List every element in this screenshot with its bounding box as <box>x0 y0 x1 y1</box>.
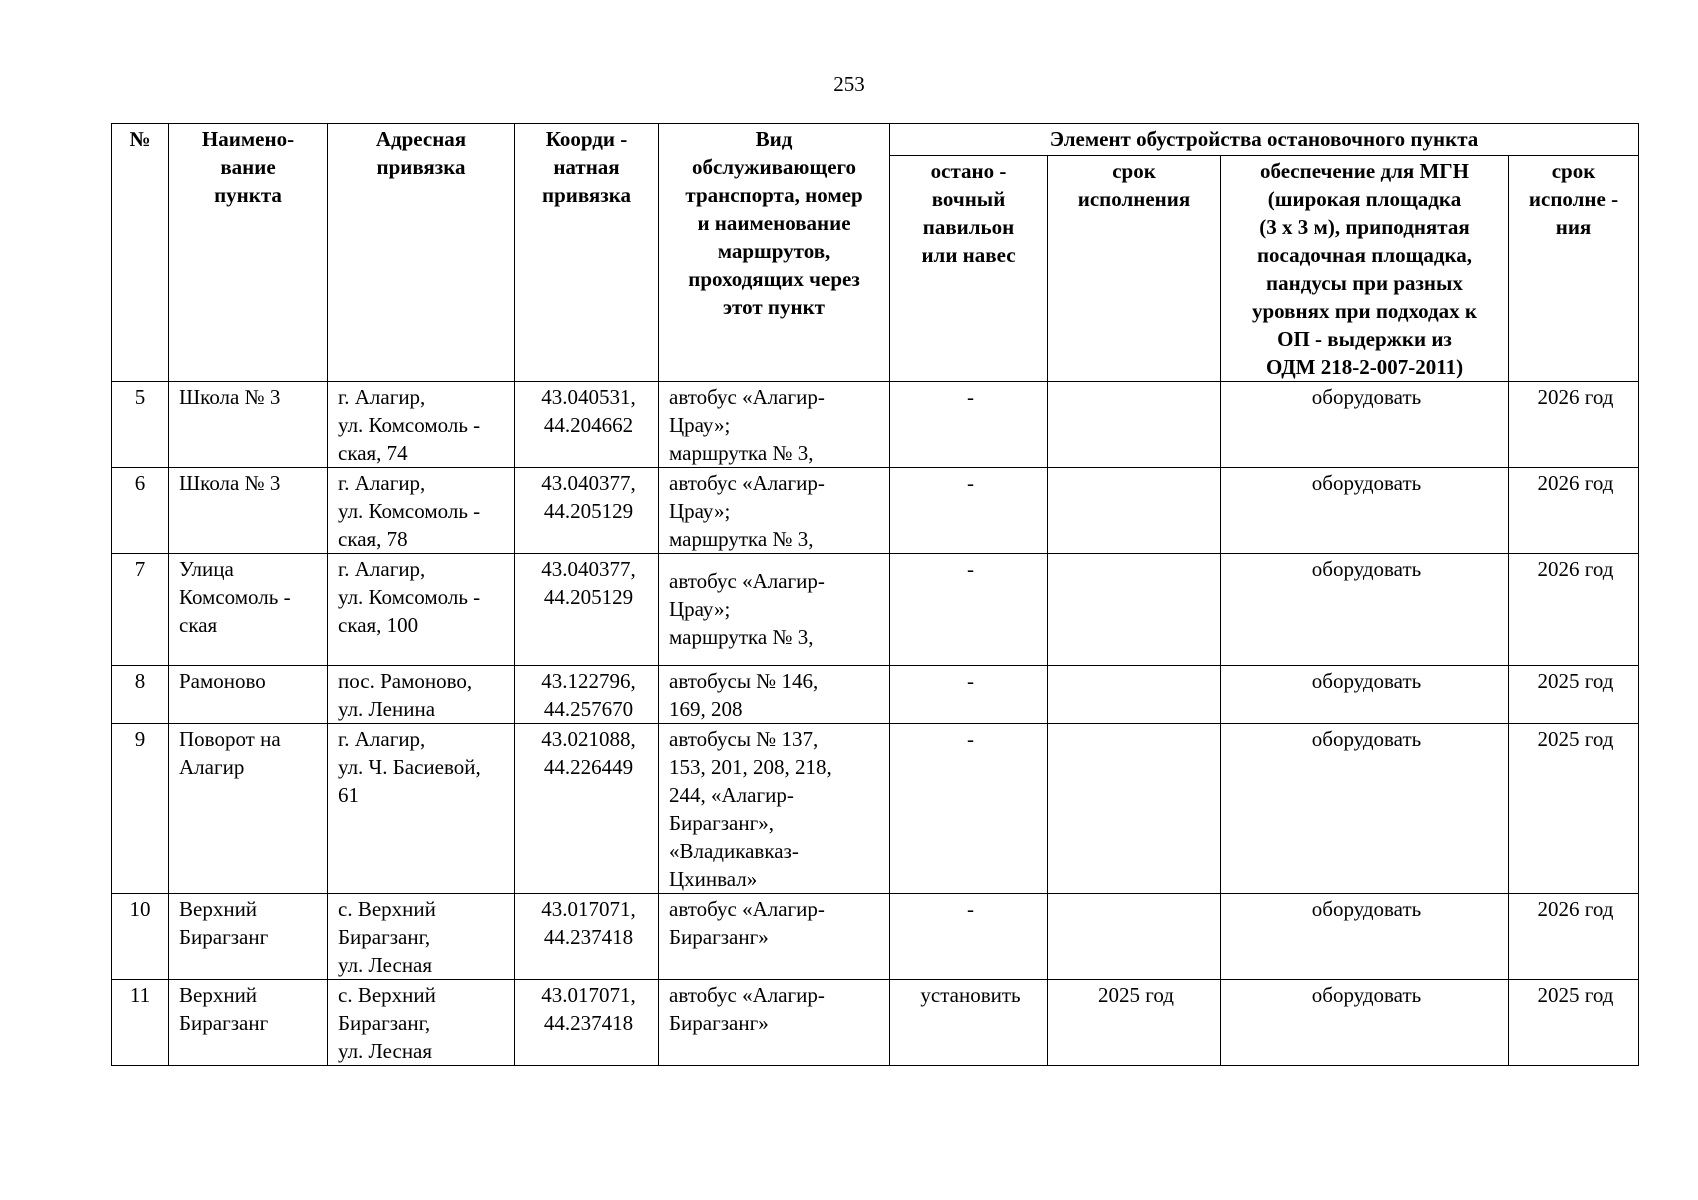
cell-coords: 43.040531, 44.204662 <box>515 382 659 468</box>
cell-num: 6 <box>112 468 169 554</box>
cell-term1 <box>1048 554 1221 666</box>
cell-transport: автобусы № 146, 169, 208 <box>659 666 890 724</box>
cell-term2: 2026 год <box>1509 894 1639 980</box>
cell-name: Верхний Бирагзанг <box>169 980 328 1066</box>
header-num: № <box>112 124 169 382</box>
header-transport: Вид обслуживающего транспорта, номер и наименование маршрутов, проходящих через этот пункт <box>659 124 890 382</box>
table-row <box>112 980 1639 1066</box>
cell-num: 10 <box>112 894 169 980</box>
cell-term2: 2025 год <box>1509 666 1639 724</box>
header-address: Адресная привязка <box>328 124 515 382</box>
cell-num: 5 <box>112 382 169 468</box>
cell-num: 9 <box>112 724 169 894</box>
cell-num: 8 <box>112 666 169 724</box>
cell-pavilion: - <box>890 724 1048 894</box>
page-number: 253 <box>833 72 865 96</box>
cell-term2: 2026 год <box>1509 554 1639 666</box>
cell-term2: 2026 год <box>1509 382 1639 468</box>
cell-mgn: оборудовать <box>1221 382 1509 468</box>
cell-name: Школа № 3 <box>169 468 328 554</box>
cell-coords: 43.017071, 44.237418 <box>515 980 659 1066</box>
table-row <box>112 468 1639 554</box>
table-row <box>112 666 1639 724</box>
header-mgn: обеспечение для МГН (широкая площадка (3 х 3 м), приподнятая посадочная площадка, пандусы при разных уровнях при подходах к ОП - выдержки из ОДМ 218-2-007-2011) <box>1221 156 1509 382</box>
cell-pavilion: - <box>890 666 1048 724</box>
cell-transport-text: автобус «Алагир- Црау»; маршрутка № 3, <box>669 569 825 649</box>
cell-term1 <box>1048 468 1221 554</box>
header-coords: Коорди - натная привязка <box>515 124 659 382</box>
cell-address: г. Алагир, ул. Ч. Басиевой, 61 <box>328 724 515 894</box>
cell-num: 11 <box>112 980 169 1066</box>
cell-mgn: оборудовать <box>1221 980 1509 1066</box>
header-name: Наимено- вание пункта <box>169 124 328 382</box>
cell-address: г. Алагир, ул. Комсомоль - ская, 78 <box>328 468 515 554</box>
header-term1: срок исполнения <box>1048 156 1221 382</box>
cell-transport: автобус «Алагир- Бирагзанг» <box>659 980 890 1066</box>
cell-pavilion: - <box>890 554 1048 666</box>
cell-term2: 2025 год <box>1509 980 1639 1066</box>
header-term2: срок исполне - ния <box>1509 156 1639 382</box>
cell-num: 7 <box>112 554 169 666</box>
cell-pavilion: установить <box>890 980 1048 1066</box>
cell-name: Улица Комсомоль - ская <box>169 554 328 666</box>
cell-pavilion: - <box>890 382 1048 468</box>
cell-address: пос. Рамоново, ул. Ленина <box>328 666 515 724</box>
cell-name: Школа № 3 <box>169 382 328 468</box>
header-pavilion: остано - вочный павильон или навес <box>890 156 1048 382</box>
cell-coords: 43.122796, 44.257670 <box>515 666 659 724</box>
cell-address: с. Верхний Бирагзанг, ул. Лесная <box>328 894 515 980</box>
cell-pavilion: - <box>890 468 1048 554</box>
cell-coords: 43.040377, 44.205129 <box>515 468 659 554</box>
header-group: Элемент обустройства остановочного пункта <box>890 124 1639 156</box>
cell-term1 <box>1048 724 1221 894</box>
cell-address: с. Верхний Бирагзанг, ул. Лесная <box>328 980 515 1066</box>
cell-coords: 43.040377, 44.205129 <box>515 554 659 666</box>
cell-transport: автобус «Алагир- Црау»; маршрутка № 3, <box>659 468 890 554</box>
cell-term2: 2026 год <box>1509 468 1639 554</box>
cell-address: г. Алагир, ул. Комсомоль - ская, 74 <box>328 382 515 468</box>
cell-coords: 43.017071, 44.237418 <box>515 894 659 980</box>
cell-term1 <box>1048 894 1221 980</box>
table-row <box>112 382 1639 468</box>
table-header <box>112 124 1639 382</box>
bus-stops-table <box>111 123 1639 1066</box>
cell-term1 <box>1048 666 1221 724</box>
cell-transport <box>659 554 890 666</box>
cell-mgn: оборудовать <box>1221 468 1509 554</box>
table-body <box>112 382 1639 1066</box>
cell-transport: автобус «Алагир- Бирагзанг» <box>659 894 890 980</box>
cell-coords: 43.021088, 44.226449 <box>515 724 659 894</box>
cell-mgn: оборудовать <box>1221 894 1509 980</box>
table-row <box>112 724 1639 894</box>
table-row <box>112 894 1639 980</box>
cell-term1: 2025 год <box>1048 980 1221 1066</box>
cell-transport: автобус «Алагир- Црау»; маршрутка № 3, <box>659 382 890 468</box>
cell-mgn: оборудовать <box>1221 724 1509 894</box>
cell-address: г. Алагир, ул. Комсомоль - ская, 100 <box>328 554 515 666</box>
cell-name: Верхний Бирагзанг <box>169 894 328 980</box>
table-row <box>112 554 1639 666</box>
cell-name: Рамоново <box>169 666 328 724</box>
cell-transport: автобусы № 137, 153, 201, 208, 218, 244, «Алагир- Бирагзанг», «Владикавказ- Цхинвал» <box>659 724 890 894</box>
cell-term2: 2025 год <box>1509 724 1639 894</box>
cell-mgn: оборудовать <box>1221 666 1509 724</box>
cell-name: Поворот на Алагир <box>169 724 328 894</box>
cell-mgn: оборудовать <box>1221 554 1509 666</box>
cell-term1 <box>1048 382 1221 468</box>
cell-pavilion: - <box>890 894 1048 980</box>
